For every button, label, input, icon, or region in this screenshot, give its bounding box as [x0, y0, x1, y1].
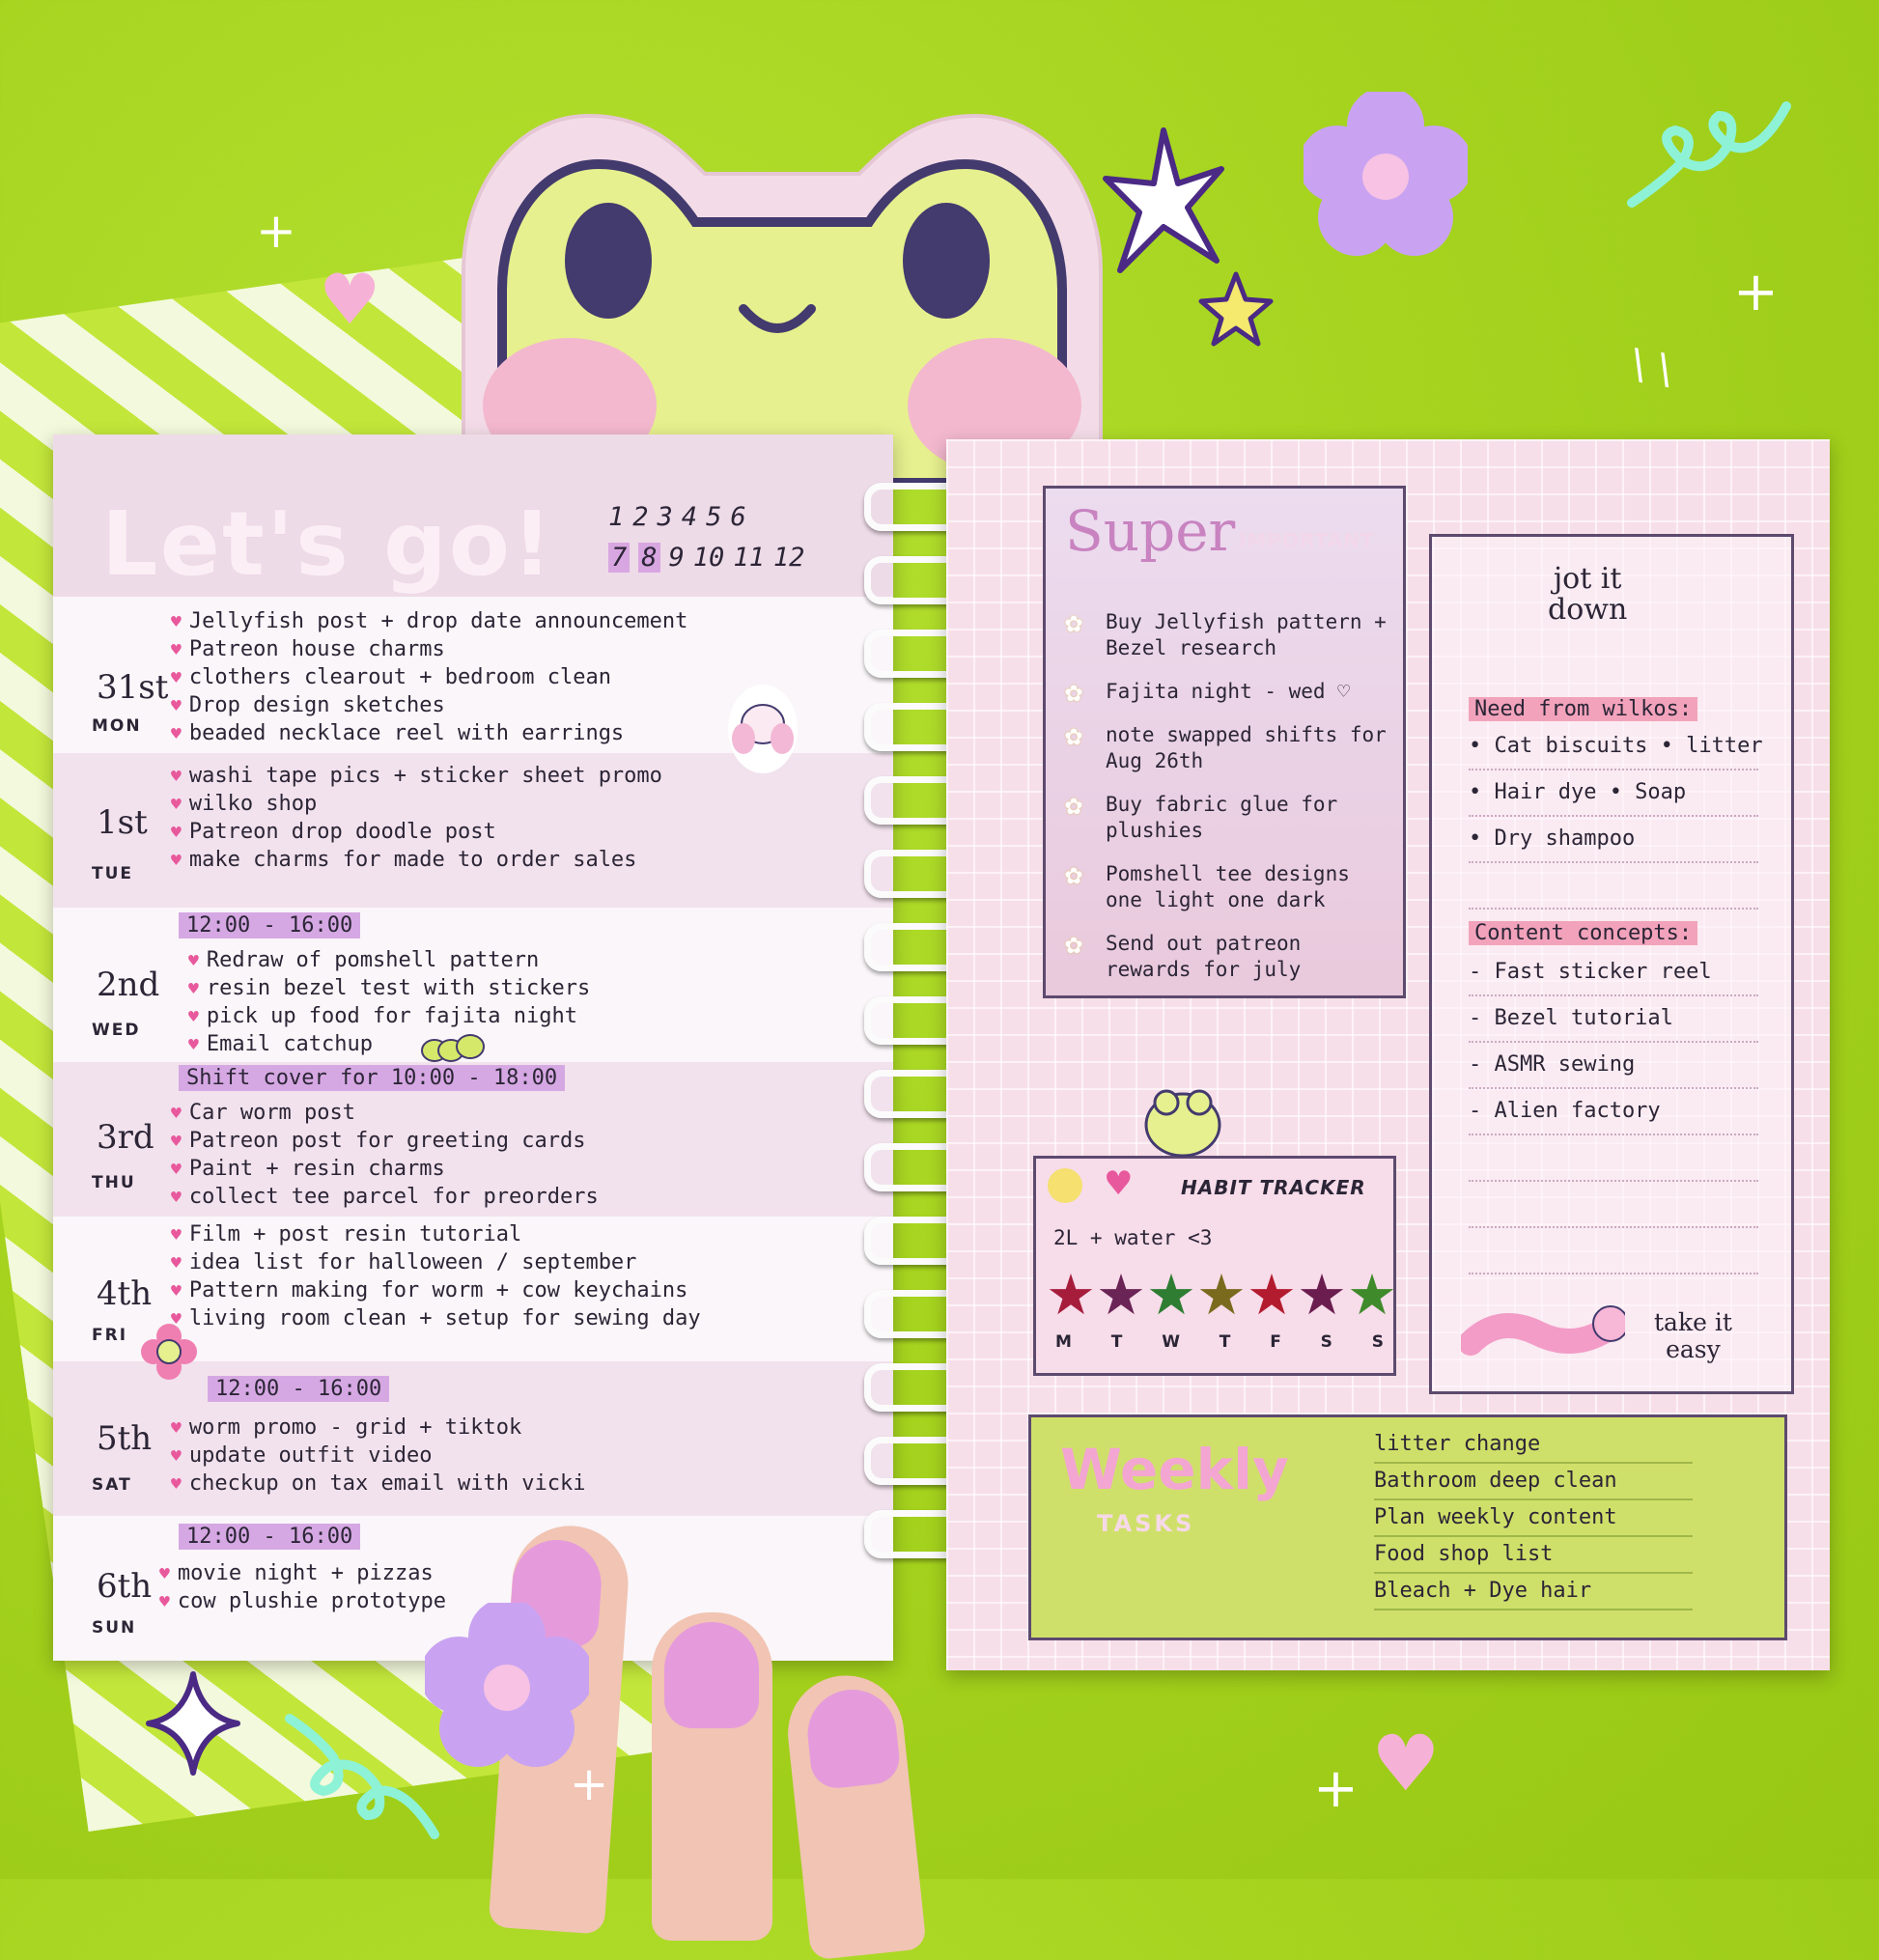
day-number: 31st [97, 668, 169, 707]
need-label: Need from wilkos: [1469, 697, 1697, 721]
task-list [171, 1221, 701, 1333]
jot-line: - Fast sticker reel [1469, 950, 1758, 996]
task-item: ♥ resin bezel test with stickers [188, 975, 590, 1003]
jot-it-down-box [1429, 534, 1794, 1394]
sparkle-star-icon [145, 1670, 241, 1777]
important-item: ✿ Fajita night - wed ♡ [1065, 679, 1393, 705]
jot-line [1469, 1182, 1758, 1228]
right-planner-page [946, 439, 1830, 1670]
heart-icon: ♥ [1371, 1719, 1441, 1808]
weekly-task-list [1374, 1427, 1693, 1610]
task-item: ♥ cow plushie prototype [159, 1588, 446, 1616]
shift-time: 12:00 - 16:00 [179, 912, 360, 938]
purple-flower-icon [1304, 92, 1468, 256]
weekly-task-item: Bathroom deep clean [1374, 1464, 1693, 1500]
important-item: ✿ note swapped shifts for Aug 26th [1065, 722, 1393, 774]
task-item: ♥ Jellyfish post + drop date announcement [171, 608, 687, 636]
super-title: Super [1065, 498, 1236, 564]
day-name: THU [92, 1173, 136, 1192]
important-item: ✿ Send out patreon rewards for july [1065, 931, 1393, 983]
day-name: FRI [92, 1326, 128, 1345]
task-item: ♥ make charms for made to order sales [171, 847, 662, 875]
day-name: MON [92, 716, 142, 736]
shift-time: 12:00 - 16:00 [179, 1524, 360, 1550]
task-item: ♥ pick up food for fajita night [188, 1003, 590, 1031]
task-item: ♥ Paint + resin charms [171, 1156, 599, 1184]
task-list [171, 1414, 585, 1498]
task-item: ♥ Redraw of pomshell pattern [188, 947, 590, 975]
task-item: ♥ washi tape pics + sticker sheet promo [171, 763, 662, 791]
month-row-1: 1 2 3 4 5 6 [608, 502, 746, 532]
left-planner-page [53, 434, 893, 1661]
sparkle-star-icon [1101, 126, 1226, 280]
habit-star-icon: ★ [1247, 1262, 1297, 1328]
jot-title: jot it down [1548, 562, 1628, 627]
purple-flower-icon [425, 1603, 589, 1767]
caterpillar-icon [420, 1033, 488, 1064]
day-number: 3rd [97, 1118, 154, 1157]
content-label: Content concepts: [1469, 921, 1697, 945]
task-list [188, 947, 590, 1059]
jot-line [1469, 863, 1758, 910]
shift-time: 12:00 - 16:00 [208, 1376, 389, 1402]
habit-tracker-title: HABIT TRACKER [1181, 1176, 1366, 1199]
yellow-star-icon [1197, 270, 1275, 348]
habit-tracker-box [1033, 1156, 1396, 1376]
jot-line [1469, 1228, 1758, 1274]
bunny-sticker-icon [724, 681, 801, 777]
habit-star-icon: ★ [1347, 1262, 1397, 1328]
frog-sticker-icon [1139, 1072, 1226, 1159]
smiley-icon [1048, 1168, 1082, 1203]
task-item: ♥ Email catchup [188, 1031, 590, 1059]
jot-line: • Hair dye • Soap [1469, 770, 1758, 817]
weekly-subtitle: TASKS [1097, 1510, 1195, 1537]
super-important-list [1065, 609, 1393, 1000]
habit-star-icon: ★ [1096, 1262, 1146, 1328]
task-item: ♥ collect tee parcel for preorders [171, 1184, 599, 1212]
jot-line: • Cat biscuits • litter [1469, 724, 1758, 770]
day-name: TUE [92, 864, 134, 883]
task-item: ♥ clothers clearout + bedroom clean [171, 664, 687, 692]
task-item: ♥ Car worm post [171, 1100, 599, 1128]
task-item: ♥ Patreon drop doodle post [171, 819, 662, 847]
task-item: ♥ movie night + pizzas [159, 1560, 446, 1588]
task-item: ♥ worm promo - grid + tiktok [171, 1414, 585, 1442]
task-list [159, 1560, 446, 1616]
task-item: ♥ idea list for halloween / september [171, 1249, 701, 1277]
jot-line: - ASMR sewing [1469, 1043, 1758, 1089]
squiggle-icon [280, 1699, 444, 1844]
day-name: WED [92, 1021, 141, 1040]
sparkle-icon: + [256, 203, 296, 259]
frog-bookmark [425, 77, 1139, 483]
task-item: ♥ beaded necklace reel with earrings [171, 720, 687, 748]
habit-label: 2L + water <3 [1053, 1226, 1213, 1249]
sparkle-icon: + [1733, 261, 1779, 323]
important-item: ✿ Buy fabric glue for plushies [1065, 792, 1393, 844]
task-item: ♥ update outfit video [171, 1442, 585, 1470]
task-item: ♥ Patreon post for greeting cards [171, 1128, 599, 1156]
weekly-task-item: Bleach + Dye hair [1374, 1574, 1693, 1610]
jot-line: • Dry shampoo [1469, 817, 1758, 863]
need-list [1469, 724, 1763, 910]
task-item: ♥ wilko shop [171, 791, 662, 819]
task-item: ♥ Pattern making for worm + cow keychains [171, 1277, 701, 1305]
task-item: ♥ living room clean + setup for sewing day [171, 1305, 701, 1333]
day-name: SAT [92, 1475, 132, 1495]
weekly-tasks-box [1028, 1414, 1787, 1640]
important-label: IMPORTANT [1239, 529, 1375, 552]
heart-icon: ♥ [1104, 1164, 1134, 1203]
task-item: ♥ Patreon house charms [171, 636, 687, 664]
task-item: ♥ Film + post resin tutorial [171, 1221, 701, 1249]
day-number: 1st [97, 803, 148, 842]
habit-star-icon: ★ [1046, 1262, 1096, 1328]
squiggle-icon [1622, 87, 1796, 222]
task-list [171, 1100, 599, 1212]
page-title: Let's go! [101, 492, 554, 596]
day-number: 2nd [97, 966, 160, 1004]
day-number: 5th [97, 1419, 153, 1458]
habit-star-icon: ★ [1196, 1262, 1247, 1328]
day-number: 4th [97, 1274, 153, 1313]
sparkle-icon: + [570, 1757, 609, 1811]
weekly-task-item: Food shop list [1374, 1537, 1693, 1574]
important-item: ✿ Buy Jellyfish pattern + Bezel research [1065, 609, 1393, 661]
day-name: SUN [92, 1618, 137, 1638]
day-number: 6th [97, 1567, 153, 1606]
habit-stars [1046, 1262, 1397, 1328]
sparkle-icon: + [1313, 1757, 1359, 1820]
weekly-task-item: litter change [1374, 1427, 1693, 1464]
super-important-box [1043, 486, 1406, 998]
habit-days: M T W T F S S [1055, 1332, 1384, 1352]
take-it-easy: take it easy [1654, 1308, 1732, 1363]
heart-icon: ♥ [319, 259, 381, 340]
jot-line: - Alien factory [1469, 1089, 1758, 1135]
task-item: ♥ Drop design sketches [171, 692, 687, 720]
weekly-task-item: Plan weekly content [1374, 1500, 1693, 1537]
habit-star-icon: ★ [1297, 1262, 1347, 1328]
task-list [171, 608, 687, 748]
task-item: ♥ checkup on tax email with vicki [171, 1470, 585, 1498]
important-item: ✿ Pomshell tee designs one light one dark [1065, 861, 1393, 913]
jot-line [1469, 1135, 1758, 1182]
doodle-marks-icon: \ \ [1628, 339, 1676, 394]
jot-line: - Bezel tutorial [1469, 996, 1758, 1043]
flower-frog-icon [140, 1323, 198, 1381]
worm-icon [1461, 1300, 1625, 1358]
shift-time: Shift cover for 10:00 - 18:00 [179, 1065, 565, 1091]
content-list [1469, 950, 1758, 1274]
month-row-2: 7 8 9 10 11 12 [608, 543, 813, 573]
task-list [171, 763, 662, 875]
weekly-title: Weekly [1060, 1437, 1289, 1502]
habit-star-icon: ★ [1146, 1262, 1196, 1328]
